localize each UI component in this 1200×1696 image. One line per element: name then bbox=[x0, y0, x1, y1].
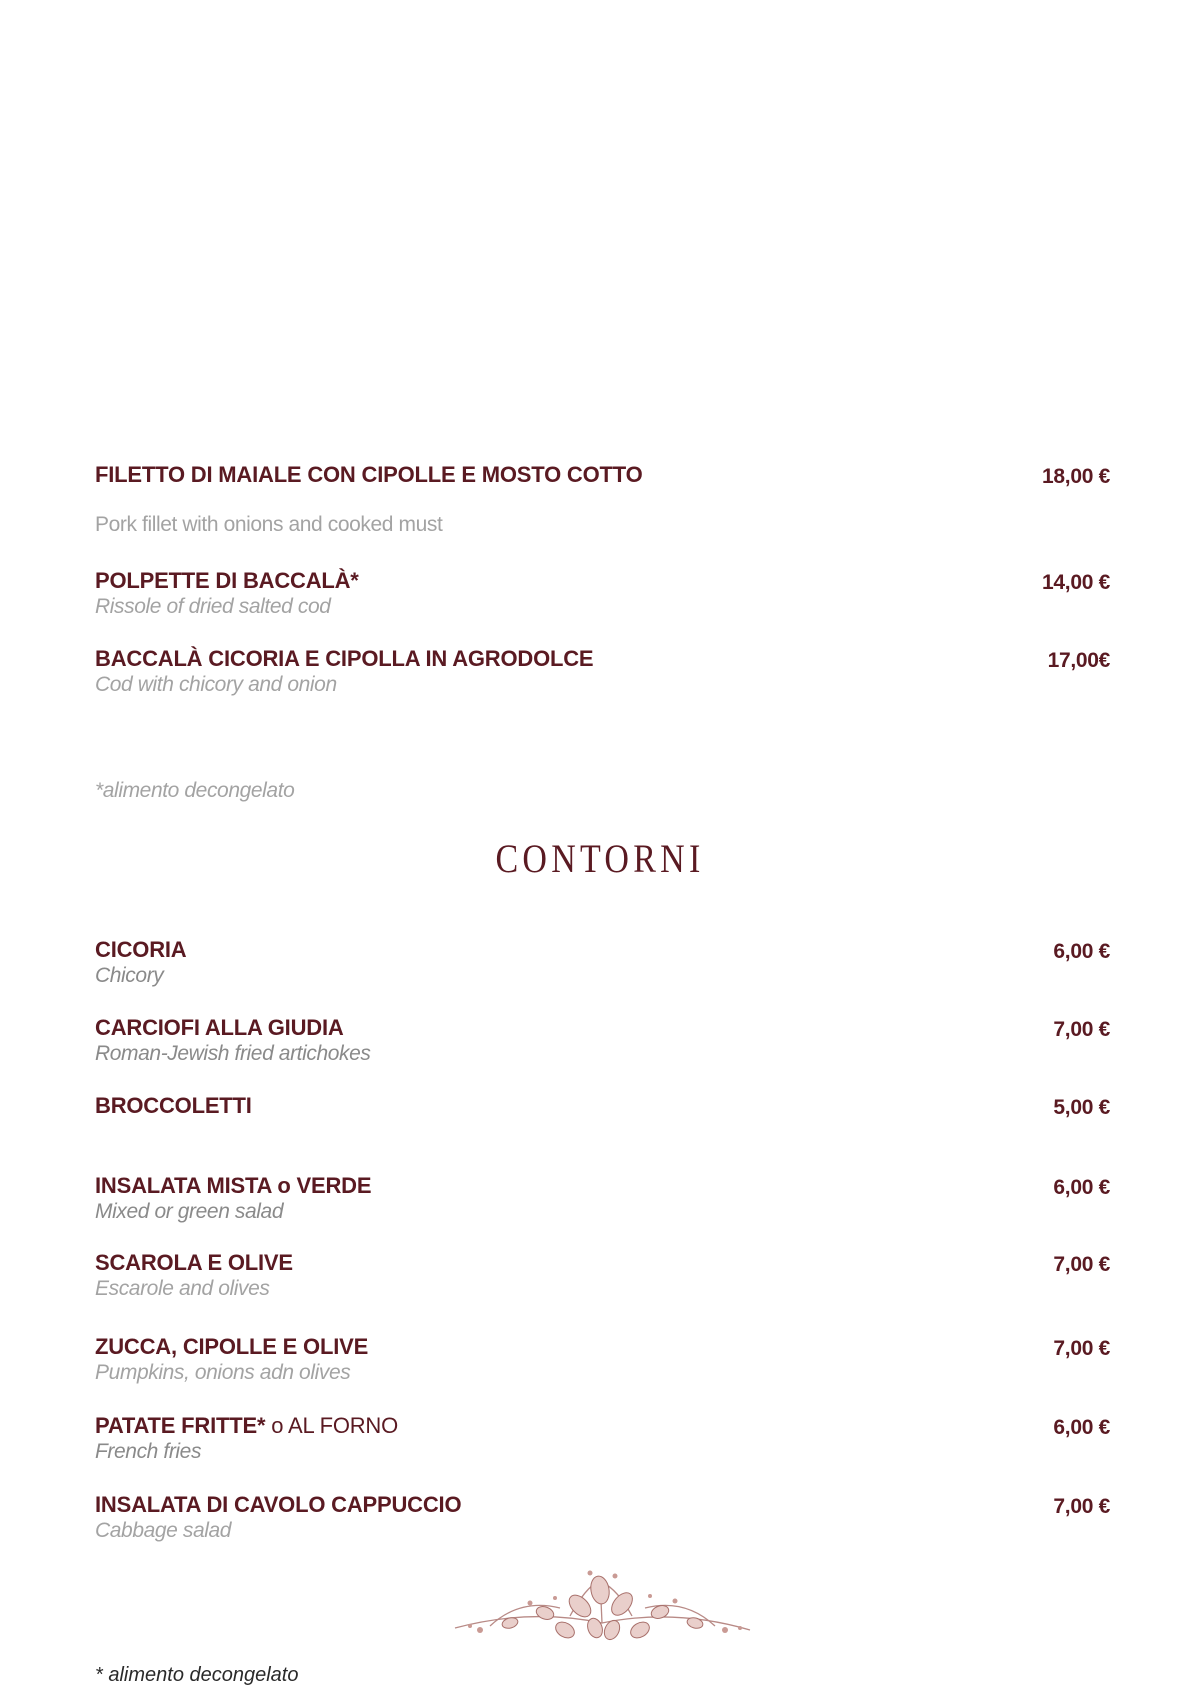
item-description: Chicory bbox=[95, 964, 164, 987]
item-price: 6,00 € bbox=[1053, 1176, 1110, 1199]
item-description: Pork fillet with onions and cooked must bbox=[95, 513, 443, 536]
item-name: INSALATA MISTA o VERDE bbox=[95, 1173, 372, 1198]
menu-item bbox=[95, 1173, 1110, 1225]
menu-item bbox=[95, 1492, 1110, 1544]
menu-item bbox=[95, 462, 1110, 538]
item-name: BROCCOLETTI bbox=[95, 1093, 252, 1118]
menu-item bbox=[95, 937, 1110, 989]
footnote: * alimento decongelato bbox=[95, 1664, 299, 1686]
item-description: Rissole of dried salted cod bbox=[95, 595, 331, 618]
menu-item bbox=[95, 1334, 1110, 1386]
item-price: 14,00 € bbox=[1042, 571, 1110, 594]
item-name: POLPETTE DI BACCALÀ* bbox=[95, 568, 359, 593]
section-title: CONTORNI bbox=[495, 836, 705, 881]
item-description: Pumpkins, onions adn olives bbox=[95, 1361, 351, 1384]
item-description: French fries bbox=[95, 1440, 202, 1463]
menu-item bbox=[95, 1250, 1110, 1302]
item-name: CARCIOFI ALLA GIUDIA bbox=[95, 1015, 344, 1040]
menu-item bbox=[95, 568, 1110, 620]
item-price: 6,00 € bbox=[1053, 940, 1110, 963]
item-price: 5,00 € bbox=[1053, 1096, 1110, 1119]
menu-item bbox=[95, 1015, 1110, 1067]
item-description: Cod with chicory and onion bbox=[95, 673, 337, 696]
item-name: ZUCCA, CIPOLLE E OLIVE bbox=[95, 1334, 369, 1359]
item-price: 18,00 € bbox=[1042, 465, 1110, 488]
item-price: 7,00 € bbox=[1053, 1337, 1110, 1360]
item-name: INSALATA DI CAVOLO CAPPUCCIO bbox=[95, 1492, 462, 1517]
item-name-option: o AL FORNO bbox=[265, 1413, 399, 1438]
item-name-bold: PATATE FRITTE* bbox=[95, 1413, 266, 1438]
item-price: 7,00 € bbox=[1053, 1495, 1110, 1518]
item-description: Cabbage salad bbox=[95, 1519, 232, 1542]
menu-item bbox=[95, 1093, 1110, 1119]
item-price: 6,00 € bbox=[1053, 1416, 1110, 1439]
item-name bbox=[95, 1413, 1110, 1439]
item-name: CICORIA bbox=[95, 937, 187, 962]
floral-garland-icon bbox=[450, 1568, 755, 1653]
item-price: 17,00€ bbox=[1047, 649, 1110, 672]
item-price: 7,00 € bbox=[1053, 1018, 1110, 1041]
menu-item bbox=[95, 1413, 1110, 1465]
footnote: *alimento decongelato bbox=[95, 779, 295, 802]
item-name: SCAROLA E OLIVE bbox=[95, 1250, 293, 1275]
item-description: Roman-Jewish fried artichokes bbox=[95, 1042, 371, 1065]
item-name: BACCALÀ CICORIA E CIPOLLA IN AGRODOLCE bbox=[95, 646, 594, 671]
item-name: FILETTO DI MAIALE CON CIPOLLE E MOSTO COTTO bbox=[95, 462, 643, 487]
item-description: Mixed or green salad bbox=[95, 1200, 284, 1223]
item-price: 7,00 € bbox=[1053, 1253, 1110, 1276]
item-description: Escarole and olives bbox=[95, 1277, 270, 1300]
menu-item bbox=[95, 646, 1110, 698]
